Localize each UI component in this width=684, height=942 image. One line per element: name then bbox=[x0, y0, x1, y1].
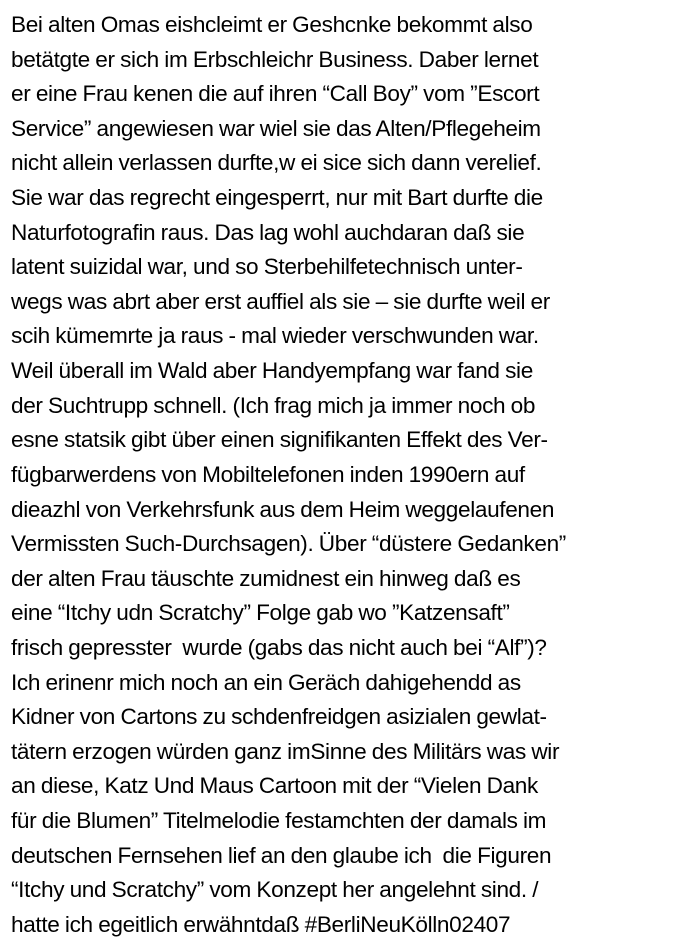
text-line: frisch gepresster wurde (gabs das nicht auch bei “Alf”)? bbox=[11, 634, 547, 660]
text-line: betätgte er sich im Erbschleichr Business. Daber lernet bbox=[11, 46, 539, 72]
text-line: wegs was abrt aber erst auffiel als sie – sie durfte weil er bbox=[11, 288, 550, 314]
text-line: Vermissten Such-Durchsagen). Über “düstere Gedanken” bbox=[11, 531, 566, 557]
text-line: der Suchtrupp schnell. (Ich frag mich ja immer noch ob bbox=[11, 392, 536, 418]
body-text bbox=[11, 8, 683, 942]
text-line: eine “Itchy udn Scratchy” Folge gab wo ”Katzensaft” bbox=[11, 600, 510, 626]
text-line: deutschen Fernsehen lief an den glaube ich die Figuren bbox=[11, 842, 552, 868]
text-line: latent suizidal war, und so Sterbehilfetechnisch unter- bbox=[11, 254, 523, 280]
text-line: fügbarwerdens von Mobiltelefonen inden 1990ern auf bbox=[11, 461, 525, 487]
text-line: an diese, Katz Und Maus Cartoon mit der “Vielen Dank bbox=[11, 773, 538, 799]
text-line: Service” angewiesen war wiel sie das Alten/Pflegeheim bbox=[11, 115, 541, 141]
text-line: der alten Frau täuschte zumidnest ein hinweg daß es bbox=[11, 565, 521, 591]
text-line: Ich erinenr mich noch an ein Geräch dahigehendd as bbox=[11, 669, 521, 695]
text-line: dieazhl von Verkehrsfunk aus dem Heim weggelaufenen bbox=[11, 496, 555, 522]
text-line: für die Blumen” Titelmelodie festamchten der damals im bbox=[11, 808, 547, 834]
text-line: tätern erzogen würden ganz imSinne des Militärs was wir bbox=[11, 738, 560, 764]
text-line: Weil überall im Wald aber Handyempfang war fand sie bbox=[11, 358, 533, 384]
text-line: Naturfotografin raus. Das lag wohl auchdaran daß sie bbox=[11, 219, 525, 245]
text-line: “Itchy und Scratchy” vom Konzept her angelehnt sind. / bbox=[11, 877, 539, 903]
text-line: esne statsik gibt über einen signifikanten Effekt des Ver- bbox=[11, 427, 548, 453]
text-line: Sie war das regrecht eingesperrt, nur mit Bart durfte die bbox=[11, 185, 543, 211]
text-line: hatte ich egeitlich erwähntdaß #BerliNeuKölln02407 bbox=[11, 911, 511, 937]
text-line: er eine Frau kenen die auf ihren “Call Boy” vom ”Escort bbox=[11, 81, 540, 107]
text-line: Bei alten Omas eishcleimt er Geshcnke bekommt also bbox=[11, 12, 533, 37]
text-line: Kidner von Cartons zu schdenfreidgen asizialen gewlat- bbox=[11, 704, 547, 730]
text-line: scih kümemrte ja raus - mal wieder verschwunden war. bbox=[11, 323, 539, 349]
text-line: nicht allein verlassen durfte,w ei sice sich dann verelief. bbox=[11, 150, 542, 176]
